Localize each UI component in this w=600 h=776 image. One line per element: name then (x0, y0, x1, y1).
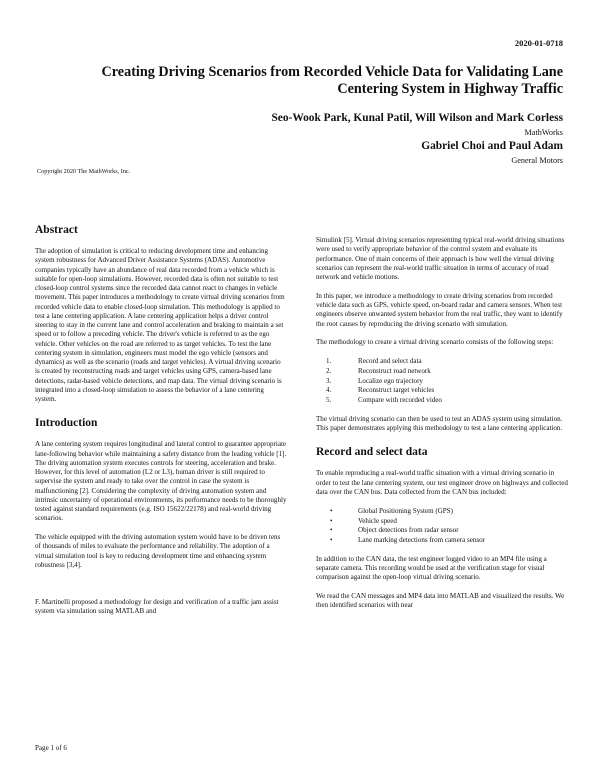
right-paragraph-6: In addition to the CAN data, the test engineer logged video to an MP4 file using a separate camera. This recording would be used at the verification stage for visual comparison against the open-loop virtual driving scenario. (316, 554, 547, 582)
right-paragraph-7: We read the CAN messages and MP4 data into MATLAB and visualized the results. We then identified scenarios with near (316, 592, 565, 610)
list-item: 1. Record and select data (326, 357, 422, 365)
list-item: 5. Compare with recorded video (326, 396, 442, 405)
authors-line-1: Seo-Wook Park, Kunal Patil, Will Wilson and Mark Corless (271, 112, 563, 124)
right-paragraph-3: The methodology to create a virtual driving scenario consists of the following steps: (316, 338, 554, 347)
list-item: • Lane marking detections from camera sensor (330, 536, 485, 545)
methodology-steps (316, 357, 570, 406)
list-item: 2. Reconstruct road network (326, 366, 431, 375)
bullet-icon: • (330, 516, 333, 525)
abstract-heading: Abstract (35, 224, 78, 236)
list-item: • Global Positioning System (GPS) (330, 506, 453, 515)
intro-paragraph-3: F. Martinelli proposed a methodology for design and verification of a traffic jam assist system via simulation using MATLAB and (35, 598, 279, 616)
left-column (35, 224, 287, 626)
paper-title: Creating Driving Scenarios from Recorded Vehicle Data for Validating Lane Centering System in Highway Traffic (101, 64, 563, 97)
list-item: 3. Localize ego trajectory (326, 376, 423, 385)
record-select-heading: Record and select data (316, 446, 428, 459)
right-paragraph-5: To enable reproducing a real-world traffic situation with a virtual driving scenario in order to test the lane centering system, our test engineer drove on highways and collected data over the CAN bus. Data collected from the CAN bus included: (316, 469, 568, 496)
bullet-icon: • (330, 536, 333, 545)
right-paragraph-4: The virtual driving scenario can then be used to test an ADAS system using simulation. This paper demonstrates applying this methodology to test a lane centering application. (316, 414, 563, 433)
paper-id: 2020-01-0718 (514, 38, 563, 48)
intro-paragraph-2: The vehicle equipped with the driving automation system would have to be driven tens of thousands of miles to evaluate the performance and reliability. The adoption of a virtual simulation tool is key to reducing development time and enhancing system robustness [3,4]. (35, 533, 281, 569)
page-number: Page 1 of 6 (35, 744, 67, 752)
introduction-heading: Introduction (35, 417, 98, 430)
intro-paragraph-1: A lane centering system requires longitudinal and lateral control to guarantee appropriate lane-following behavior while maintaining a safety distance from the leading vehicle [1]. The driving automation system executes controls for steering, acceleration and brake. However, for this level of automation (L2 or L3), human driver is still required to supervise the system and ready to take over the control in case the system is malfunctioning [2]. Considering the complexity of driving automation system and intrinsic uncertainty of operational environments, its performance needs to be thoroughly tested against standard requirements (e.g. ISO 15622/22178) and real-world driving scenarios. (35, 440, 287, 523)
list-item: 4. Reconstruct target vehicles (326, 386, 435, 395)
list-item: • Vehicle speed (330, 516, 397, 525)
right-paragraph-1: Simulink [5]. Virtual driving scenarios representing typical real-world driving situations were used to verify appropriate behavior of the control system and evaluate its performance. One of main concerns of their approach is how well the virtual driving scenarios can represent the real-world traffic situation in terms of accuracy of road network and vehicle motions. (316, 236, 565, 281)
list-item: • Object detections from radar sensor (330, 526, 459, 535)
bullet-icon: • (330, 526, 333, 535)
copyright-notice: Copyright 2020 The MathWorks, Inc. (37, 168, 131, 175)
abstract-text: The adoption of simulation is critical to reducing development time and enhancing system robustness for Advanced Driver Assistance Systems (ADAS). Automotive companies typically have an abundance of real data recorded from a vehicle which is suitable for open-loop simulations. However, recorded data is often not suitable to test closed-loop control systems since the recorded data cannot react to changes in vehicle movement. This paper introduces a methodology to create virtual driving scenarios from recorded vehicle data to enable closed-loop simulation. This methodology is applied to test a lane centering application. A lane centering application helps a driver control steering to stay in the current lane and control acceleration and braking to maintain a set speed or to follow a preceding vehicle. The driver's vehicle is referred to as the ego vehicle. Other vehicles on the road are referred to as target vehicles. To test the lane centering system in simulation, engineers must model the ego vehicle (sensors and dynamics) as well as the scenario (roads and target vehicles). A virtual driving scenario is created by reconstructing roads and target vehicles using GPS, camera-based lane detections, radar-based vehicle detections, and map data. The virtual driving scenario is integrated into a closed-loop simulation to assess the behavior of a lane centering system. (35, 247, 285, 403)
authors-line-2: Gabriel Choi and Paul Adam (421, 140, 563, 152)
can-data-list (316, 507, 570, 546)
bullet-icon: • (330, 506, 333, 515)
right-paragraph-2: In this paper, we introduce a methodology to create driving scenarios from recorded vehicle data such as GPS, vehicle speed, on-board radar and camera sensors. When test engineers observe unwanted system behavior from the real traffic, they want to identify the root causes by reproducing the driving scenario with simulation. (316, 291, 563, 328)
affiliation-2: General Motors (511, 156, 563, 165)
affiliation-1: MathWorks (524, 128, 563, 137)
right-column (316, 236, 570, 620)
